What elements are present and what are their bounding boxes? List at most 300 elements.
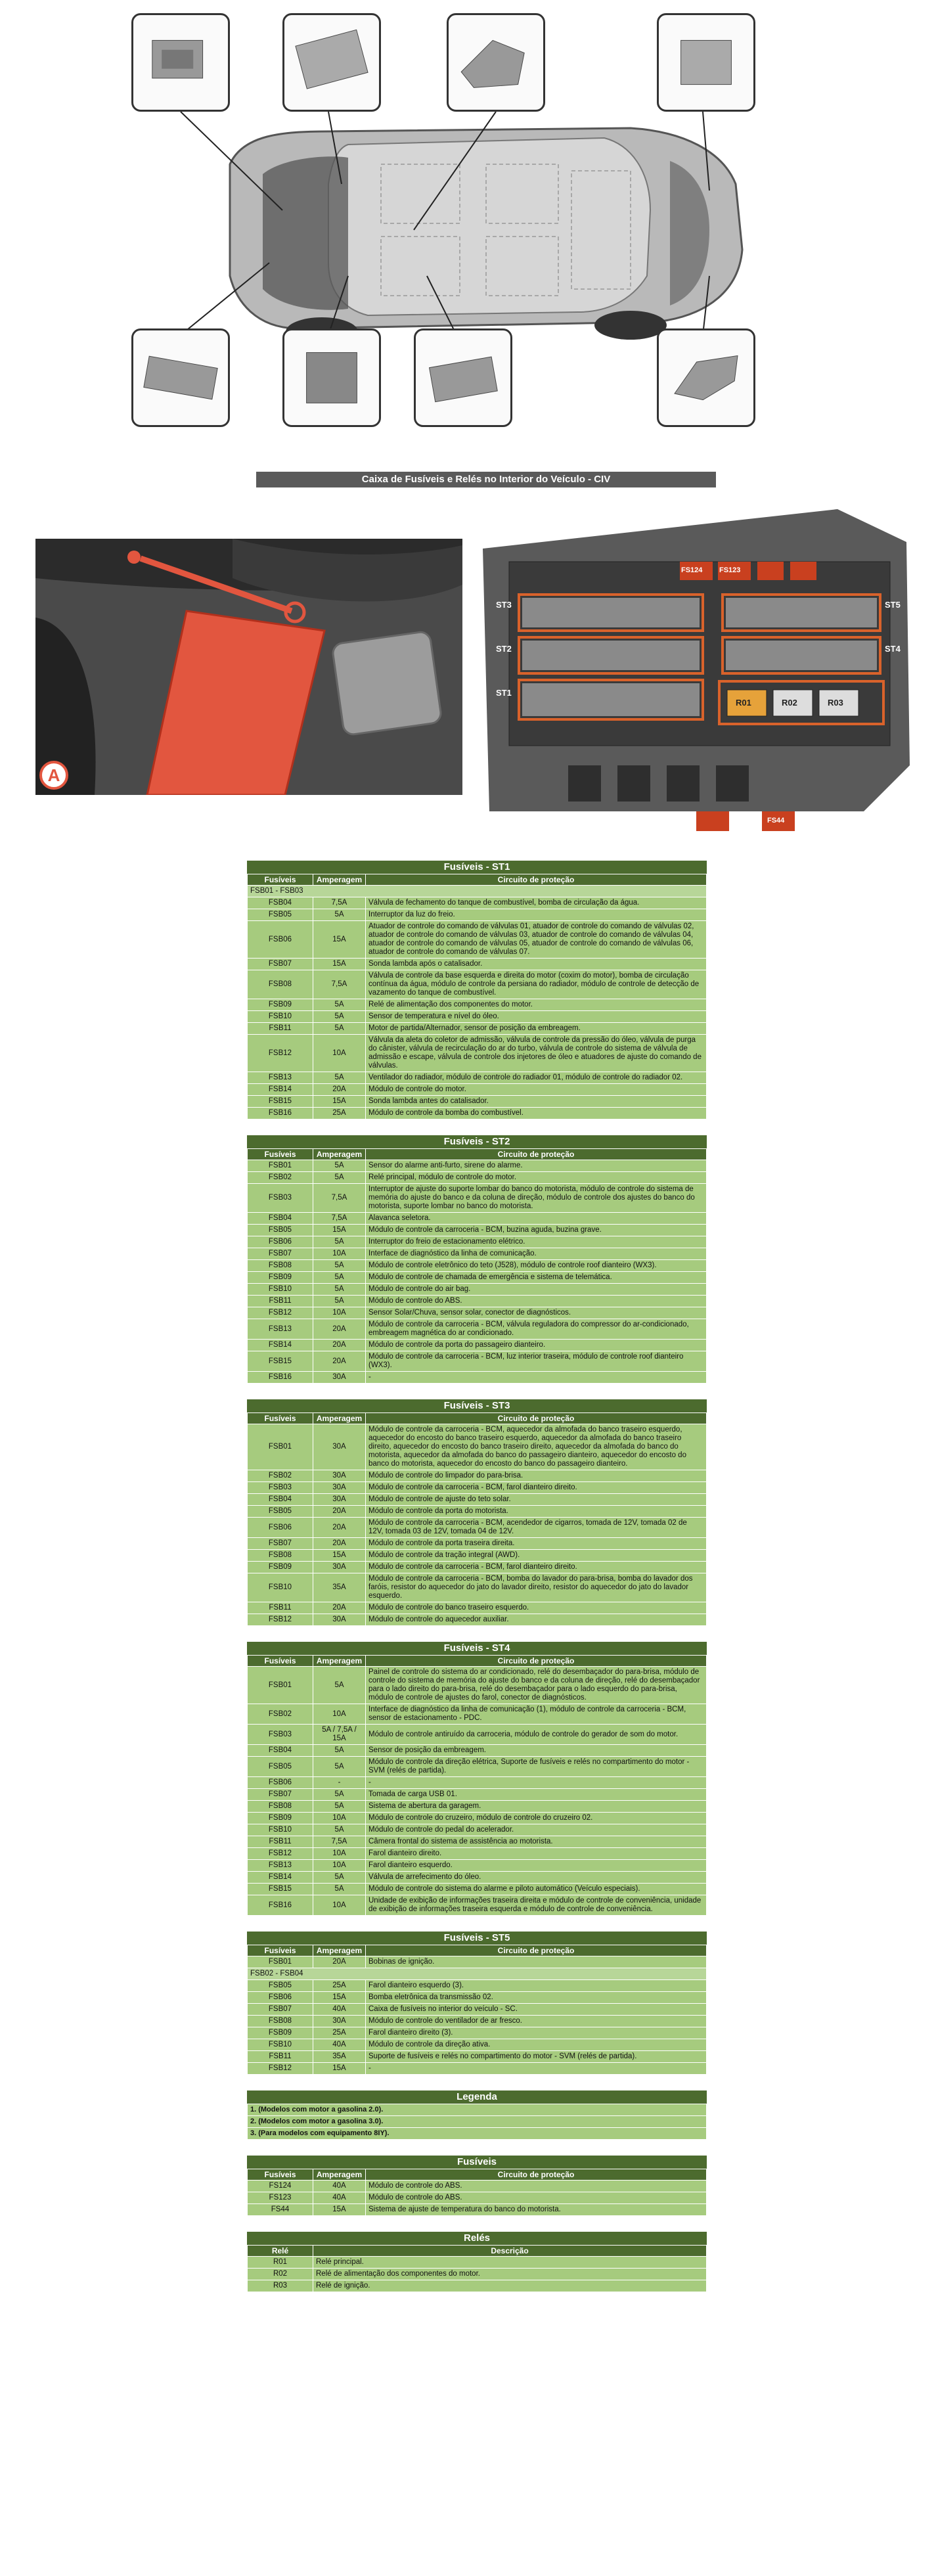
st2-label: ST2 [496,644,512,654]
circuit-cell: Módulo de controle do ABS. [366,2192,707,2204]
circuit-cell: Relé de alimentação dos componentes do motor. [366,999,707,1011]
circuit-cell: Módulo de controle do cruzeiro, módulo de controle do cruzeiro 02. [366,1813,707,1824]
col-fuse: Fusíveis [248,2169,313,2181]
fuse-cell: FSB05 [248,909,313,921]
amperage-cell: 15A [313,1096,366,1108]
circuit-cell: Interface de diagnóstico da linha de comunicação (1), módulo de controle da carroceria - BCM, sensor de estacionamento - PDC. [366,1704,707,1725]
fuse-cell: FSB06 [248,1777,313,1789]
circuit-cell: - [366,2063,707,2075]
circuit-cell: Módulo de controle do ABS. [366,2181,707,2192]
amperage-cell: 20A [313,1084,366,1096]
table-row [248,1848,707,1860]
table-row [248,1602,707,1614]
table-row [248,1340,707,1351]
circuit-cell: Interruptor de ajuste do suporte lombar do banco do motorista, módulo de controle do sistema de memória do ajuste do banco e da coluna de direção, módulo de controle dos ajustes do banco do motorista, suporte lombar no banco do motorista. [366,1184,707,1213]
circuit-cell: Módulo de controle do limpador do para-brisa. [366,1470,707,1482]
table-row [248,1992,707,2004]
amperage-cell: 7,5A [313,1213,366,1225]
circuit-cell: Módulo de controle da carroceria - BCM, farol dianteiro direito. [366,1562,707,1573]
table-row [248,1824,707,1836]
circuit-cell: Sonda lambda após o catalisador. [366,959,707,970]
st5-label: ST5 [885,600,901,610]
table-row [248,1184,707,1213]
col-amp: Amperagem [313,1945,366,1956]
circuit-cell: Interruptor da luz do freio. [366,909,707,921]
amperage-cell: 5A [313,1272,366,1284]
st1-table [247,861,707,1119]
amperage-cell: 5A [313,909,366,921]
circuit-cell: Farol dianteiro direito. [366,1848,707,1860]
circuit-cell: Interface de diagnóstico da linha de comunicação. [366,1248,707,1260]
fuse-cell: FSB01 [248,1160,313,1172]
table-row [248,1884,707,1895]
fuse-cell: FSB12 [248,2063,313,2075]
table-row [248,1260,707,1272]
fuse-cell: FSB06 [248,921,313,959]
st2-title: Fusíveis - ST2 [247,1135,707,1148]
circuit-cell: Módulo de controle eletrônico do teto (J528), módulo de controle roof dianteiro (WX3). [366,1260,707,1272]
table-row [248,1172,707,1184]
table-row [248,1573,707,1602]
amperage-cell: 40A [313,2181,366,2192]
fuse-cell: FSB13 [248,1860,313,1872]
col-relay: Relé [248,2246,313,2257]
table-row [248,886,707,897]
circuit-cell: Farol dianteiro esquerdo (3). [366,1980,707,1992]
circuit-cell: Suporte de fusíveis e relés no compartimento do motor - SVM (relés de partida). [366,2051,707,2063]
circuit-cell: Válvula da aleta do coletor de admissão, válvula de controle da pressão do óleo, válvula de purga do cânister, válvula de recirculação do ar do turbo, válvula de controle do sistema de válvula de admissão e escape, válvula de controle dos injetores de óleo e atuadores de ajuste do comando de válvulas. [366,1035,707,1072]
table-row [248,1538,707,1550]
table-row [248,1225,707,1236]
circuit-cell: Módulo de controle da carroceria - BCM, válvula reguladora do compressor do ar-condicionado, embreagem magnética do ar condicionado. [366,1319,707,1340]
fuse-cell: FSB11 [248,2051,313,2063]
fuse-cell: FSB07 [248,1789,313,1801]
circuit-cell: Painel de controle do sistema do ar condicionado, relé do desembaçador do para-brisa, módulo de controle do sistema de memória do ajuste do banco e da coluna de direção, relé do desembaçador para o lado direito do para-brisa, relé do desembaçador para o lado esquerdo do para-brisa, módulo de controle de ajustes do farol, conector de diagnósticos. [366,1667,707,1704]
circuit-cell: Motor de partida/Alternador, sensor de posição da embreagem. [366,1023,707,1035]
circuit-cell: Módulo de controle do pedal do acelerador. [366,1824,707,1836]
table-row [248,1213,707,1225]
circuit-cell: Módulo de controle do ABS. [366,1296,707,1307]
col-fuse: Fusíveis [248,874,313,886]
relay-cell: R03 [248,2280,313,2292]
table-row [248,1801,707,1813]
fuse-cell: FSB04 [248,897,313,909]
circuit-cell: Válvula de arrefecimento do óleo. [366,1872,707,1884]
callout-engine-bay-left [131,13,230,112]
fuse-cell: FSB10 [248,1824,313,1836]
table-row [248,1160,707,1172]
fuse-cell: FSB15 [248,1884,313,1895]
callout-label-a: A [39,761,68,790]
fuse-box-diagram [470,503,923,861]
table-row [248,1757,707,1777]
amperage-cell: 10A [313,1860,366,1872]
fuse-cell: FSB15 [248,1351,313,1372]
fuse-cell: FSB14 [248,1340,313,1351]
fuse-cell: FSB14 [248,1872,313,1884]
circuit-cell: Módulo de controle da carroceria - BCM, aquecedor da almofada do banco traseiro esquerdo, aquecedor do encosto do banco traseiro esquerdo, aquecedor da almofada do banco traseiro direito, aquecedor do encosto do banco traseiro direito, aquecedor da almofada do banco do motorista, aquecedor da almofada do banco do passageiro dianteiro, aquecedor do encosto do banco do motorista, aquecedor do encosto do banco do passageiro dianteiro. [366,1424,707,1470]
callout-rear-right [657,13,755,112]
amperage-cell: 5A [313,1011,366,1023]
fuse-cell: FSB03 [248,1184,313,1213]
fuse-cell: FS124 [248,2181,313,2192]
amperage-cell: 20A [313,1351,366,1372]
table-row [248,1550,707,1562]
amperage-cell: 15A [313,2204,366,2216]
amperage-cell: 10A [313,1895,366,1916]
table-row [248,1956,707,1968]
circuit-cell: Módulo de controle da direção ativa. [366,2039,707,2051]
table-row [248,1518,707,1538]
amperage-cell: 30A [313,1562,366,1573]
table-row [248,1482,707,1494]
amperage-cell: 20A [313,1319,366,1340]
description-cell: Relé de alimentação dos componentes do motor. [313,2269,707,2280]
amperage-cell: 25A [313,1980,366,1992]
table-row [248,897,707,909]
vehicle-location-diagram [131,13,775,447]
col-amp: Amperagem [313,1656,366,1667]
table-row [248,2027,707,2039]
amperage-cell: 40A [313,2039,366,2051]
amperage-cell: - [313,1777,366,1789]
relay-cell: R01 [248,2257,313,2269]
table-row [248,2051,707,2063]
amperage-cell: 35A [313,2051,366,2063]
circuit-cell: Módulo de controle do air bag. [366,1284,707,1296]
fuse-cell: FSB12 [248,1848,313,1860]
fuses-table [247,2156,707,2216]
fuse-cell: FSB01 [248,1424,313,1470]
fuse-cell: FSB09 [248,2027,313,2039]
circuit-cell: Válvula de controle da base esquerda e direita do motor (coxim do motor), bomba de circulação contínua da água, módulo de controle da persiana do radiador, módulo de controle de detecção de vazamento do tanque de combustível. [366,970,707,999]
legend-item: 1. (Modelos com motor a gasolina 2.0). [248,2104,707,2116]
circuit-cell: Bomba eletrônica da transmissão 02. [366,1992,707,2004]
amperage-cell: 7,5A [313,1836,366,1848]
col-circuit: Circuito de proteção [366,1413,707,1424]
circuit-cell: Farol dianteiro esquerdo. [366,1860,707,1872]
amperage-cell: 5A [313,1236,366,1248]
fuse-cell: FSB07 [248,1248,313,1260]
fuse-cell: FSB01 [248,1667,313,1704]
table-row [248,1895,707,1916]
fuse-cell: FSB03 [248,1482,313,1494]
amperage-cell: 5A [313,999,366,1011]
callout-bottom-center-left [282,328,381,427]
amperage-cell: 30A [313,2016,366,2027]
table-row [248,1011,707,1023]
circuit-cell: Módulo de controle do sistema do alarme e piloto automático (Veículo especiais). [366,1884,707,1895]
circuit-cell: Ventilador do radiador, módulo de controle do radiador 01, módulo de controle do radiador 02. [366,1072,707,1084]
table-row [248,1424,707,1470]
amperage-cell: 10A [313,1248,366,1260]
amperage-cell: 5A [313,1824,366,1836]
table-row [248,1236,707,1248]
col-amp: Amperagem [313,1149,366,1160]
col-amp: Amperagem [313,2169,366,2181]
fuse-cell: FSB05 [248,1980,313,1992]
fuse-cell: FSB07 [248,2004,313,2016]
table-row [248,909,707,921]
st3-table [247,1399,707,1626]
amperage-cell: 15A [313,959,366,970]
table-row [248,2063,707,2075]
fuse-cell: FSB02 [248,1704,313,1725]
relay-cell: R02 [248,2269,313,2280]
table-row [248,2280,707,2292]
table-row [248,1980,707,1992]
circuit-cell: Módulo de controle do ventilador de ar fresco. [366,2016,707,2027]
col-amp: Amperagem [313,874,366,886]
table-row [248,1284,707,1296]
fuse-cell: FSB06 [248,1236,313,1248]
table-row [248,921,707,959]
circuit-cell: Alavanca seletora. [366,1213,707,1225]
amperage-cell: 25A [313,1108,366,1119]
circuit-cell: Módulo de controle da carroceria - BCM, acendedor de cigarros, tomada de 12V, tomada 02 de 12V, tomada 03 de 12V, tomada 04 de 12V. [366,1518,707,1538]
fuse-cell: FSB07 [248,1538,313,1550]
circuit-cell: Módulo de controle da carroceria - BCM, luz interior traseira, módulo de controle roof dianteiro (WX3). [366,1351,707,1372]
table-row [248,1296,707,1307]
col-fuse: Fusíveis [248,1149,313,1160]
col-circuit: Circuito de proteção [366,2169,707,2181]
amperage-cell: 10A [313,1848,366,1860]
fuse-cell: FSB13 [248,1319,313,1340]
fuse-cell: FSB09 [248,1813,313,1824]
circuit-cell: Módulo de controle da tração integral (AWD). [366,1550,707,1562]
circuit-cell: Módulo de controle da bomba do combustível. [366,1108,707,1119]
circuit-cell: Sensor Solar/Chuva, sensor solar, conector de diagnósticos. [366,1307,707,1319]
amperage-cell: 15A [313,2063,366,2075]
fuse-cell: FSB12 [248,1614,313,1626]
fuse-cell: FSB10 [248,1011,313,1023]
amperage-cell: 20A [313,1506,366,1518]
table-row [248,1084,707,1096]
fuse-cell: FSB04 [248,1745,313,1757]
st3-label: ST3 [496,600,512,610]
circuit-cell: Sonda lambda antes do catalisador. [366,1096,707,1108]
circuit-cell: Módulo de controle da porta do motorista. [366,1506,707,1518]
fuse-range-cell: FSB01 - FSB03 [248,886,707,897]
table-row [248,1872,707,1884]
fuses-title: Fusíveis [247,2156,707,2169]
circuit-cell: Farol dianteiro direito (3). [366,2027,707,2039]
table-row [248,1860,707,1872]
amperage-cell: 5A [313,1172,366,1184]
relays-table [247,2232,707,2292]
amperage-cell: 5A [313,1884,366,1895]
fuse-cell: FSB05 [248,1225,313,1236]
legend-item: 2. (Modelos com motor a gasolina 3.0). [248,2116,707,2128]
amperage-cell: 5A [313,1872,366,1884]
fuse-cell: FSB14 [248,1084,313,1096]
table-row [248,2004,707,2016]
table-row [248,1470,707,1482]
amperage-cell: 40A [313,2192,366,2204]
amperage-cell: 15A [313,1550,366,1562]
table-row [248,1023,707,1035]
table-row [248,970,707,999]
amperage-cell: 5A [313,1757,366,1777]
circuit-cell: - [366,1372,707,1384]
fuse-cell: FSB11 [248,1023,313,1035]
table-row [248,2039,707,2051]
amperage-cell: 5A [313,1072,366,1084]
amperage-cell: 5A [313,1789,366,1801]
fuse-cell: FSB16 [248,1895,313,1916]
col-fuse: Fusíveis [248,1656,313,1667]
circuit-cell: Válvula de fechamento do tanque de combustível, bomba de circulação da água. [366,897,707,909]
col-fuse: Fusíveis [248,1945,313,1956]
amperage-cell: 5A [313,1284,366,1296]
circuit-cell: Unidade de exibição de informações traseira direita e módulo de controle de conveniência, unidade de exibição de informações traseira esquerda e módulo de controle de conveniência. [366,1895,707,1916]
amperage-cell: 30A [313,1372,366,1384]
st3-title: Fusíveis - ST3 [247,1399,707,1412]
amperage-cell: 15A [313,1992,366,2004]
col-circuit: Circuito de proteção [366,874,707,886]
circuit-cell: Sensor de posição da embreagem. [366,1745,707,1757]
table-row [248,1813,707,1824]
table-row [248,1272,707,1284]
circuit-cell: - [366,1777,707,1789]
circuit-cell: Interruptor do freio de estacionamento elétrico. [366,1236,707,1248]
amperage-cell: 5A [313,1260,366,1272]
fuse-cell: FSB11 [248,1296,313,1307]
st4-label: ST4 [885,644,901,654]
fuse-cell: FSB10 [248,1573,313,1602]
circuit-cell: Módulo de controle de ajuste do teto solar. [366,1494,707,1506]
fuse-cell: FSB16 [248,1372,313,1384]
circuit-cell: Bobinas de ignição. [366,1956,707,1968]
table-row [248,1035,707,1072]
fuse-cell: FSB02 [248,1470,313,1482]
table-row [248,1108,707,1119]
circuit-cell: Atuador de controle do comando de válvulas 01, atuador de controle do comando de válvulas 02, atuador de controle do comando de válvulas 03, atuador de controle do comando de válvulas 04, atuador de controle do comando de válvulas 05, atuador de controle do comando de válvulas 06, atuador de controle do comando de válvulas 07. [366,921,707,959]
legend-title: Legenda [247,2090,707,2104]
fuse-cell: FSB09 [248,1562,313,1573]
circuit-cell: Tomada de carga USB 01. [366,1789,707,1801]
fuse-cell: FSB08 [248,1550,313,1562]
st1-label: ST1 [496,688,512,698]
fuse-cell: FSB08 [248,1260,313,1272]
fuse-range-cell: FSB02 - FSB04 [248,1968,707,1980]
fuse-cell: FSB10 [248,1284,313,1296]
fuse-cell: FSB11 [248,1836,313,1848]
circuit-cell: Módulo de controle do banco traseiro esquerdo. [366,1602,707,1614]
fuse-cell: FS44 [248,2204,313,2216]
fuse-cell: FSB15 [248,1096,313,1108]
table-row [248,1072,707,1084]
fuse-cell: FSB12 [248,1035,313,1072]
fuse-cell: FSB09 [248,999,313,1011]
col-amp: Amperagem [313,1413,366,1424]
amperage-cell: 35A [313,1573,366,1602]
table-row [248,959,707,970]
amperage-cell: 20A [313,1956,366,1968]
table-row [248,1506,707,1518]
col-circuit: Circuito de proteção [366,1149,707,1160]
table-row [248,1789,707,1801]
table-row [248,999,707,1011]
table-row [248,1968,707,1980]
circuit-cell: Relé principal, módulo de controle do motor. [366,1172,707,1184]
fuse-cell: FSB05 [248,1757,313,1777]
amperage-cell: 20A [313,1340,366,1351]
callout-bottom-left [131,328,230,427]
table-row [248,2016,707,2027]
fuse-cell: FSB05 [248,1506,313,1518]
amperage-cell: 5A / 7,5A / 15A [313,1725,366,1745]
circuit-cell: Módulo de controle da direção elétrica, Suporte de fusíveis e relés no compartimento do motor - SVM (relés de partida). [366,1757,707,1777]
amperage-cell: 7,5A [313,897,366,909]
fuse-cell: FSB04 [248,1213,313,1225]
fuse-cell: FSB08 [248,2016,313,2027]
circuit-cell: Sensor de temperatura e nível do óleo. [366,1011,707,1023]
legend-table [247,2090,707,2140]
circuit-cell: Sistema de ajuste de temperatura do banco do motorista. [366,2204,707,2216]
circuit-cell: Sistema de abertura da garagem. [366,1801,707,1813]
fuse-tables [247,861,707,2308]
table-row [248,2257,707,2269]
callout-dashboard [447,13,545,112]
fuse-cell: FSB06 [248,1518,313,1538]
fuse-cell: FS123 [248,2192,313,2204]
fuse-label-fs124: FS124 [681,566,703,574]
table-row [248,1777,707,1789]
circuit-cell: Caixa de fusíveis no interior do veículo - SC. [366,2004,707,2016]
fuse-cell: FSB13 [248,1072,313,1084]
amperage-cell: 10A [313,1307,366,1319]
circuit-cell: Módulo de controle da carroceria - BCM, buzina aguda, buzina grave. [366,1225,707,1236]
callout-engine-bay-center [282,13,381,112]
col-description: Descrição [313,2246,707,2257]
description-cell: Relé principal. [313,2257,707,2269]
table-row [248,1319,707,1340]
fuse-cell: FSB09 [248,1272,313,1284]
col-circuit: Circuito de proteção [366,1656,707,1667]
circuit-cell: Módulo de controle da carroceria - BCM, bomba do lavador do para-brisa, bomba do lavador dos faróis, resistor do aquecedor do jato do lavador direito, resistor do aquecedor do jato do lavador esquerdo. [366,1573,707,1602]
table-row [248,1351,707,1372]
fuse-cell: FSB08 [248,1801,313,1813]
amperage-cell: 15A [313,921,366,959]
amperage-cell: 40A [313,2004,366,2016]
amperage-cell: 30A [313,1470,366,1482]
relay-label-r01: R01 [736,698,751,708]
fuse-label-fs44: FS44 [767,817,785,825]
table-row [248,1725,707,1745]
fuse-cell: FSB04 [248,1494,313,1506]
st4-title: Fusíveis - ST4 [247,1642,707,1655]
amperage-cell: 30A [313,1614,366,1626]
table-row [248,1307,707,1319]
table-row [248,1562,707,1573]
table-row [248,1372,707,1384]
amperage-cell: 30A [313,1424,366,1470]
fuse-cell: FSB11 [248,1602,313,1614]
fuse-cell: FSB16 [248,1108,313,1119]
callout-bottom-right [657,328,755,427]
amperage-cell: 7,5A [313,970,366,999]
circuit-cell: Módulo de controle de chamada de emergência e sistema de telemática. [366,1272,707,1284]
amperage-cell: 5A [313,1296,366,1307]
circuit-cell: Módulo de controle da porta traseira direita. [366,1538,707,1550]
circuit-cell: Módulo de controle da carroceria - BCM, farol dianteiro direito. [366,1482,707,1494]
table-row [248,1614,707,1626]
callout-bottom-center [414,328,512,427]
fuse-cell: FSB08 [248,970,313,999]
col-fuse: Fusíveis [248,1413,313,1424]
relays-title: Relés [247,2232,707,2245]
